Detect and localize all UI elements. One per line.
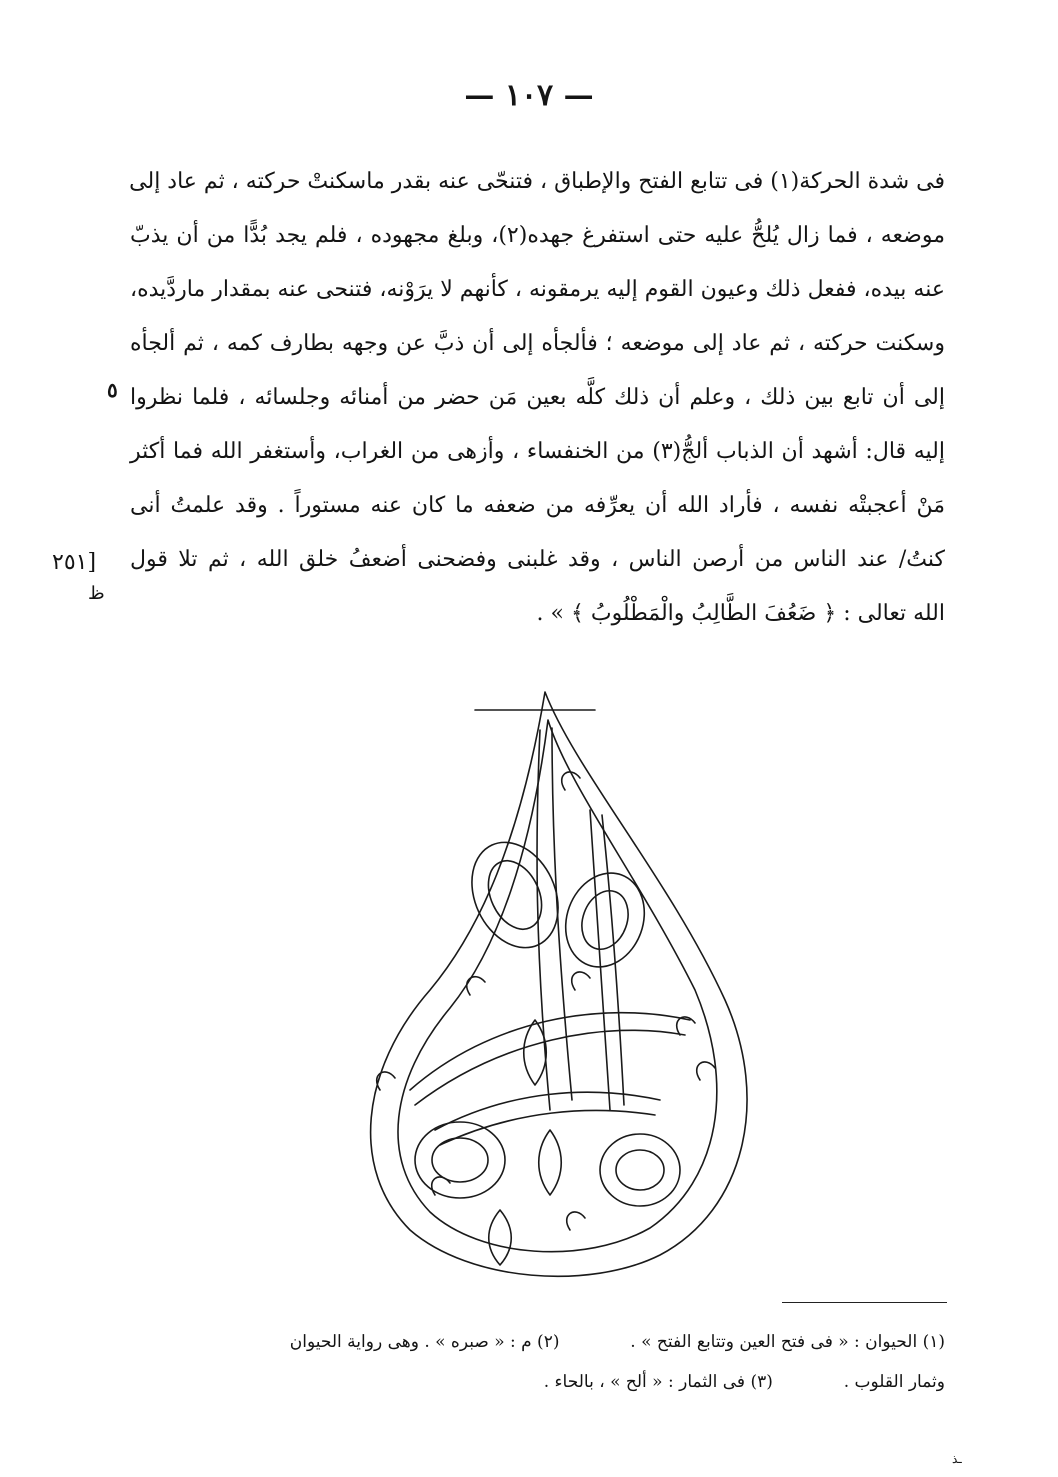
arabic-calligraphy-ornament-icon bbox=[340, 690, 780, 1290]
margin-reference-mark: ظ bbox=[88, 583, 105, 604]
footnote-text: (٢) م : « صبره » . وهى رواية الحيوان bbox=[289, 1332, 560, 1352]
text-line: وسكنت حركته ، ثم عاد إلى موضعه ؛ فألجأه إلى أن ذبَّ عن وجهه بطارف كمه ، ثم ألجأه bbox=[130, 331, 945, 356]
footnote-text: وثمار القلوب . bbox=[843, 1372, 945, 1392]
footnote-line bbox=[140, 1322, 945, 1362]
margin-manuscript-reference: [٢٥١ bbox=[52, 550, 97, 575]
margin-line-number: ٥ bbox=[107, 378, 118, 402]
footnote-line bbox=[140, 1362, 945, 1402]
footnote-text: (١) الحيوان : « فى فتح العين وتتابع الفتح » . bbox=[630, 1332, 945, 1352]
text-line: موضعه ، فما زال يُلحُّ عليه حتى استفرغ جهده(٢)، وبلغ مجهوده ، فلم يجد بُدًّا من أن يذبّ bbox=[130, 223, 945, 248]
text-line: مَنْ أعجبتْه نفسه ، فأراد الله أن يعرِّفه من ضعفه ما كان عنه مستوراً . وقد علمتُ أنى bbox=[130, 493, 945, 518]
text-line: إليه قال: أشهد أن الذباب ألجُّ(٣) من الخنفساء ، وأزهى من الغراب، وأستغفر الله فما أكثر bbox=[130, 439, 945, 464]
stray-print-mark: ـذ bbox=[952, 1452, 962, 1466]
footnote-text: (٣) فى الثمار : « ألح » ، بالحاء . bbox=[543, 1372, 773, 1392]
text-line: كنتُ/ عند الناس من أرصن الناس ، وقد غلبنى وفضحنى أضعفُ خلق الله ، ثم تلا قول bbox=[130, 547, 945, 572]
text-line: الله تعالى : ﴿ ضَعُفَ الطَّالِبُ والْمَطْلُوبُ ﴾ » . bbox=[536, 601, 945, 626]
text-line: عنه بيده، ففعل ذلك وعيون القوم إليه يرمقونه ، كأنهم لا يرَوْنه، فتنحى عنه بمقدار ماردَّيده، bbox=[130, 277, 945, 302]
main-text bbox=[130, 160, 945, 646]
page-number: — ١٠٧ — bbox=[464, 78, 594, 113]
footnote-separator bbox=[782, 1302, 947, 1303]
text-line: إلى أن تابع بين ذلك ، وعلم أن ذلك كلَّه بعين مَن حضر من أمنائه وجلسائه ، فلما نظروا bbox=[130, 385, 945, 410]
text-line: فى شدة الحركة(١) فى تتابع الفتح والإطباق ، فتنحّى عنه بقدر ماسكنتْ حركته ، ثم عاد إلى bbox=[129, 169, 945, 194]
footnotes bbox=[140, 1322, 945, 1402]
